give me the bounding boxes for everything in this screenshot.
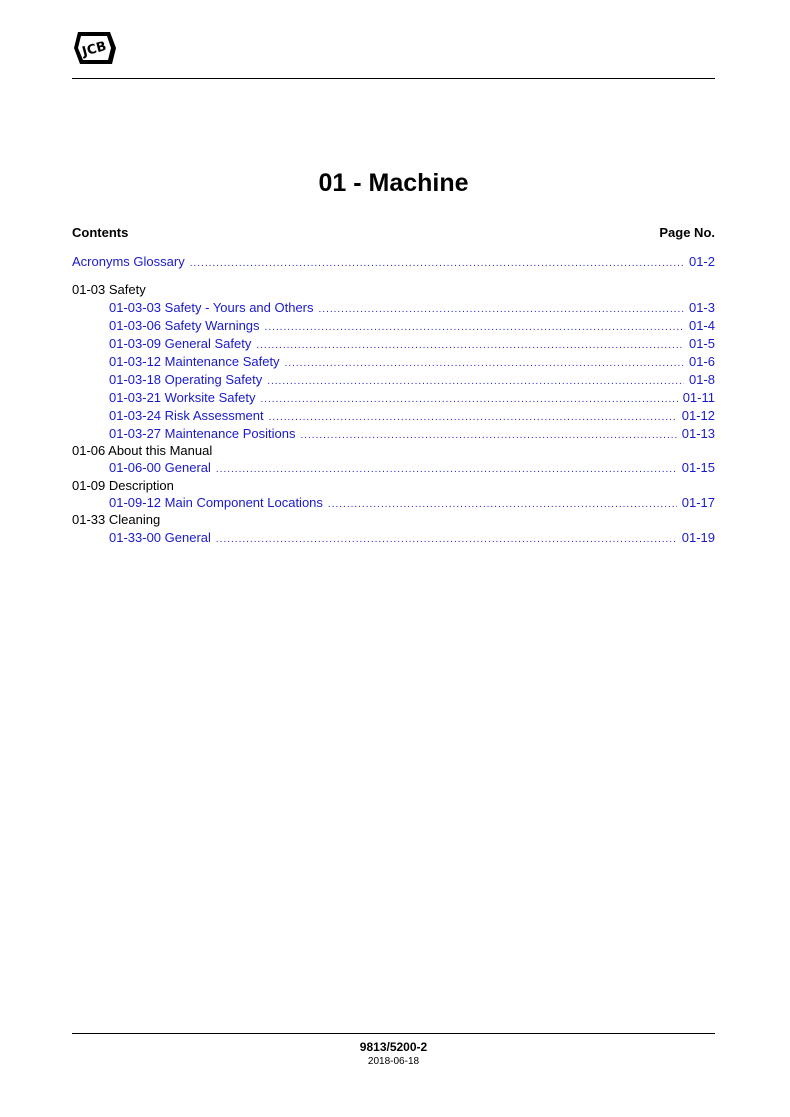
dot-leader [328, 496, 677, 512]
page-number-label: Page No. [659, 225, 715, 240]
section-heading-cleaning: 01-33 Cleaning [72, 512, 161, 527]
toc-link-page: 01-5 [688, 336, 715, 351]
toc-link-title: 01-03-12 Maintenance Safety [109, 354, 280, 369]
toc-link-main-component-locations[interactable] [109, 494, 715, 512]
toc-link-title: 01-33-00 General [109, 530, 211, 545]
document-number: 9813/5200-2 [359, 1040, 428, 1054]
toc-link-safety-yours-and-others[interactable] [109, 299, 715, 317]
dot-leader [267, 373, 684, 389]
dot-leader [319, 301, 684, 317]
svg-text:JCB: JCB [80, 39, 109, 60]
toc-link-maintenance-safety[interactable] [109, 353, 715, 371]
toc-link-about-general[interactable] [109, 459, 715, 477]
toc-link-risk-assessment[interactable] [109, 407, 715, 425]
toc-link-worksite-safety[interactable] [109, 389, 715, 407]
toc-link-cleaning-general[interactable] [109, 529, 715, 547]
dot-leader [190, 255, 684, 271]
dot-leader [256, 337, 684, 353]
toc-link-title: 01-06-00 General [109, 460, 211, 475]
dot-leader [216, 461, 677, 477]
toc-link-page: 01-19 [681, 530, 715, 545]
toc-link-title: Acronyms Glossary [72, 254, 185, 269]
document-date: 2018-06-18 [367, 1056, 420, 1067]
contents-label: Contents [72, 225, 129, 240]
toc-link-page: 01-12 [681, 408, 715, 423]
toc-link-page: 01-11 [682, 390, 715, 405]
toc-link-general-safety[interactable] [109, 335, 715, 353]
toc-link-title: 01-03-06 Safety Warnings [109, 318, 260, 333]
toc-link-title: 01-03-27 Maintenance Positions [109, 426, 296, 441]
toc-link-page: 01-4 [688, 318, 715, 333]
header-divider [72, 78, 715, 79]
dot-leader [260, 391, 677, 407]
toc-link-title: 01-03-24 Risk Assessment [109, 408, 264, 423]
dot-leader [265, 319, 684, 335]
section-heading-description: 01-09 Description [72, 478, 174, 493]
jcb-logo [72, 28, 118, 68]
dot-leader [269, 409, 677, 425]
toc-link-title: 01-03-21 Worksite Safety [109, 390, 256, 405]
contents-header [72, 225, 715, 243]
toc-link-page: 01-17 [681, 495, 715, 510]
toc-link-page: 01-8 [688, 372, 715, 387]
toc-link-maintenance-positions[interactable] [109, 425, 715, 443]
toc-link-page: 01-15 [681, 460, 715, 475]
footer-divider [72, 1033, 715, 1034]
section-heading-safety: 01-03 Safety [72, 282, 146, 297]
toc-link-page: 01-6 [688, 354, 715, 369]
toc-link-title: 01-03-03 Safety - Yours and Others [109, 300, 314, 315]
toc-link-acronyms-glossary[interactable] [72, 253, 715, 271]
jcb-logo-icon [72, 28, 118, 68]
dot-leader [300, 427, 676, 443]
page-title: 01 - Machine [318, 169, 469, 197]
toc-link-page: 01-2 [688, 254, 715, 269]
toc-link-page: 01-13 [681, 426, 715, 441]
toc-link-title: 01-03-18 Operating Safety [109, 372, 263, 387]
dot-leader [285, 355, 684, 371]
section-heading-about-this-manual: 01-06 About this Manual [72, 443, 213, 458]
toc-link-title: 01-03-09 General Safety [109, 336, 252, 351]
dot-leader [216, 531, 677, 547]
toc-link-title: 01-09-12 Main Component Locations [109, 495, 323, 510]
toc-link-safety-warnings[interactable] [109, 317, 715, 335]
toc-link-operating-safety[interactable] [109, 371, 715, 389]
toc-link-page: 01-3 [688, 300, 715, 315]
